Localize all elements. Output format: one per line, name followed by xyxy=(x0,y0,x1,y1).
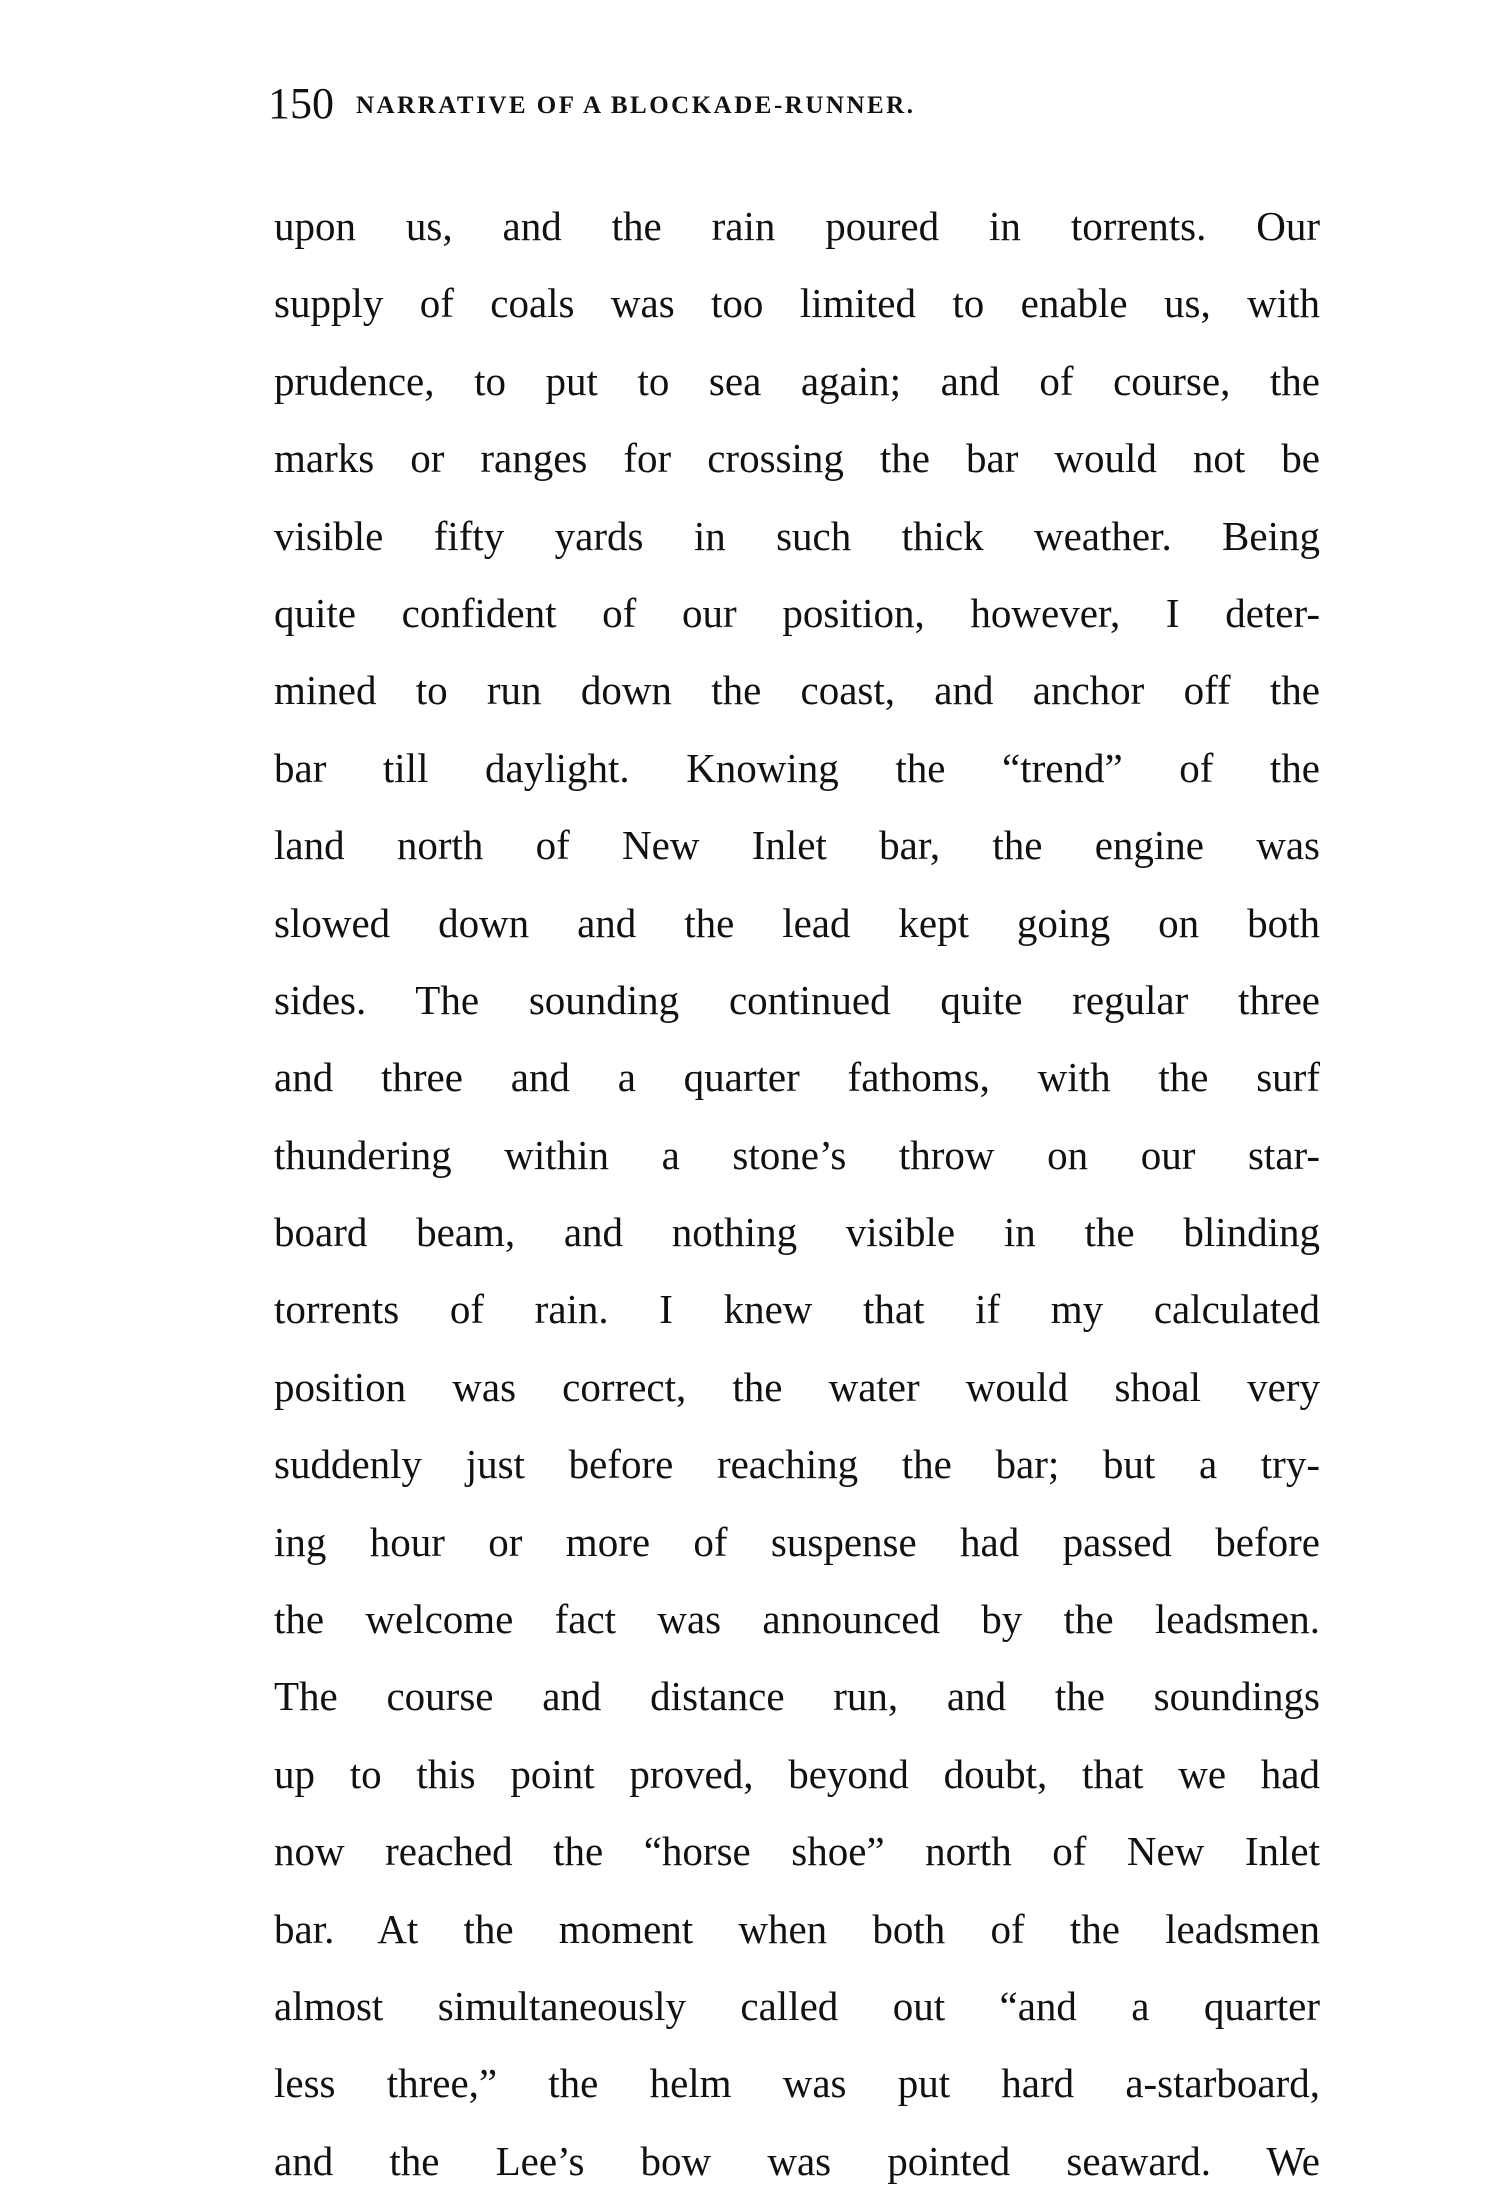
text-line: upon us, and the rain poured in torrents. Our xyxy=(274,203,1320,249)
running-header xyxy=(268,78,1318,138)
text-line: and the Lee’s bow was pointed seaward. We xyxy=(274,2137,1320,2184)
text-line: The course and distance run, and the soundings xyxy=(274,1673,1320,1720)
text-line: sides. The sounding continued quite regular three xyxy=(274,976,1320,1023)
text-line: torrents of rain. I knew that if my calculated xyxy=(274,1286,1320,1333)
text-line: quite confident of our position, however, I deter- xyxy=(274,589,1320,636)
text-line: position was correct, the water would shoal very xyxy=(274,1363,1320,1410)
text-line: up to this point proved, beyond doubt, that we had xyxy=(274,1750,1320,1797)
text-line: slowed down and the lead kept going on both xyxy=(274,899,1320,946)
text-line: almost simultaneously called out “and a quarter xyxy=(274,1982,1320,2029)
text-line: the welcome fact was announced by the leadsmen. xyxy=(274,1596,1320,1643)
running-title: NARRATIVE OF A BLOCKADE-RUNNER. xyxy=(356,92,916,119)
text-line: supply of coals was too limited to enable us, with xyxy=(274,280,1320,327)
text-line: less three,” the helm was put hard a-starboard, xyxy=(274,2060,1320,2107)
text-line: visible fifty yards in such thick weather. Being xyxy=(274,512,1320,559)
text-line: suddenly just before reaching the bar; but a try- xyxy=(274,1441,1320,1488)
text-line: and three and a quarter fathoms, with the surf xyxy=(274,1054,1320,1101)
text-line: land north of New Inlet bar, the engine was xyxy=(274,822,1320,869)
text-line: bar. At the moment when both of the leadsmen xyxy=(274,1905,1320,1952)
body-text xyxy=(274,188,1320,2200)
text-line: board beam, and nothing visible in the blinding xyxy=(274,1209,1320,1256)
text-line: marks or ranges for crossing the bar would not be xyxy=(274,435,1320,482)
text-line: bar till daylight. Knowing the “trend” of the xyxy=(274,744,1320,791)
text-line: mined to run down the coast, and anchor off the xyxy=(274,667,1320,714)
text-line: ing hour or more of suspense had passed before xyxy=(274,1518,1320,1565)
text-line: thundering within a stone’s throw on our star- xyxy=(274,1131,1320,1178)
text-line: now reached the “horse shoe” north of New Inlet xyxy=(274,1828,1320,1875)
page-number: 150 xyxy=(268,79,334,128)
text-line: prudence, to put to sea again; and of course, the xyxy=(274,357,1320,404)
